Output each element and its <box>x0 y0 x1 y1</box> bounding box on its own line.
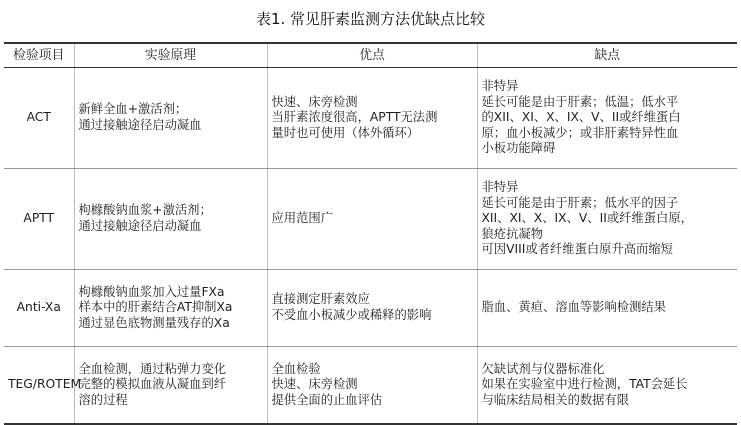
header-row <box>4 43 737 68</box>
disadvantages-cell <box>477 68 737 169</box>
principle-cell <box>74 270 267 347</box>
text-line: 可因VIII或者纤维蛋白原升高而缩短 <box>481 242 673 257</box>
test-name: APTT <box>4 169 74 270</box>
advantages-cell <box>267 347 477 425</box>
text-line: 脂血、黄疸、溶血等影响检测结果 <box>481 300 666 315</box>
text-line: 欠缺试剂与仪器标准化 <box>481 361 605 376</box>
test-name: ACT <box>4 68 74 169</box>
text-line: 非特异 <box>481 180 519 195</box>
disadvantages-cell <box>477 169 737 270</box>
disadvantages-cell <box>477 270 737 347</box>
header-principle: 实验原理 <box>74 43 267 68</box>
text-line: 新鲜全血+激活剂； <box>78 102 188 117</box>
text-line: 狼疮抗凝物 <box>481 226 543 241</box>
table-row <box>4 169 737 270</box>
advantages-cell <box>267 270 477 347</box>
table-caption: 表1. 常见肝素监测方法优缺点比较 <box>255 10 486 28</box>
disadvantages-cell <box>477 347 737 425</box>
comparison-table <box>4 42 737 425</box>
text-line: 样本中的肝素结合AT抑制Xa <box>78 300 233 315</box>
text-line: 全血检验 <box>271 361 321 376</box>
text-line: 小板功能障碍 <box>481 141 556 156</box>
table-row <box>4 270 737 347</box>
text-line: 的XII、XI、X、IX、V、II或纤维蛋白 <box>481 110 681 125</box>
text-line: 快速、床旁检测 <box>271 377 358 392</box>
test-name: TEG/ROTEM <box>4 347 74 425</box>
principle-cell <box>74 169 267 270</box>
header-advantages: 优点 <box>267 43 477 68</box>
text-line: XII、XI、X、IX、V、II或纤维蛋白原， <box>481 211 693 226</box>
principle-cell <box>74 347 267 425</box>
text-line: 量时也可使用（体外循环） <box>271 125 420 140</box>
text-line: 通过显色底物测量残存的Xa <box>78 315 230 330</box>
text-line: 枸橼酸钠血浆+激活剂； <box>78 203 212 218</box>
text-line: 完整的模拟血液从凝血到纤 <box>78 377 227 392</box>
table-row <box>4 68 737 169</box>
header-test-item: 检验项目 <box>4 43 74 68</box>
text-line: 如果在实验室中进行检测，TAT会延长 <box>481 377 688 392</box>
principle-cell <box>74 68 267 169</box>
text-line: 通过接触途径启动凝血 <box>78 118 202 132</box>
text-line: 当肝素浓度很高，APTT无法测 <box>271 110 438 125</box>
text-line: 直接测定肝素效应 <box>271 292 370 307</box>
text-line: 应用范围广 <box>271 211 333 226</box>
advantages-cell <box>267 169 477 270</box>
text-line: 延长可能是由于肝素；低水平的因子 <box>481 195 679 210</box>
text-line: 通过接触途径启动凝血 <box>78 219 202 233</box>
text-line: 快速、床旁检测 <box>271 94 358 109</box>
text-line: 枸橼酸钠血浆加入过量FXa <box>78 284 225 299</box>
text-line: 原；血小板减少；或非肝素特异性血 <box>481 125 679 140</box>
text-line: 与临床结局相关的数据有限 <box>481 392 630 407</box>
text-line: 提供全面的止血评估 <box>271 392 383 407</box>
text-line: 不受血小板减少或稀释的影响 <box>271 308 432 322</box>
text-line: 非特异 <box>481 79 519 94</box>
advantages-cell <box>267 68 477 169</box>
test-name: Anti-Xa <box>4 270 74 347</box>
table-row <box>4 347 737 425</box>
text-line: 溶的过程 <box>78 392 128 407</box>
text-line: 延长可能是由于肝素；低温；低水平 <box>481 94 679 109</box>
text-line: 全血检测，通过粘弹力变化 <box>78 361 227 376</box>
header-disadvantages: 缺点 <box>477 43 737 68</box>
